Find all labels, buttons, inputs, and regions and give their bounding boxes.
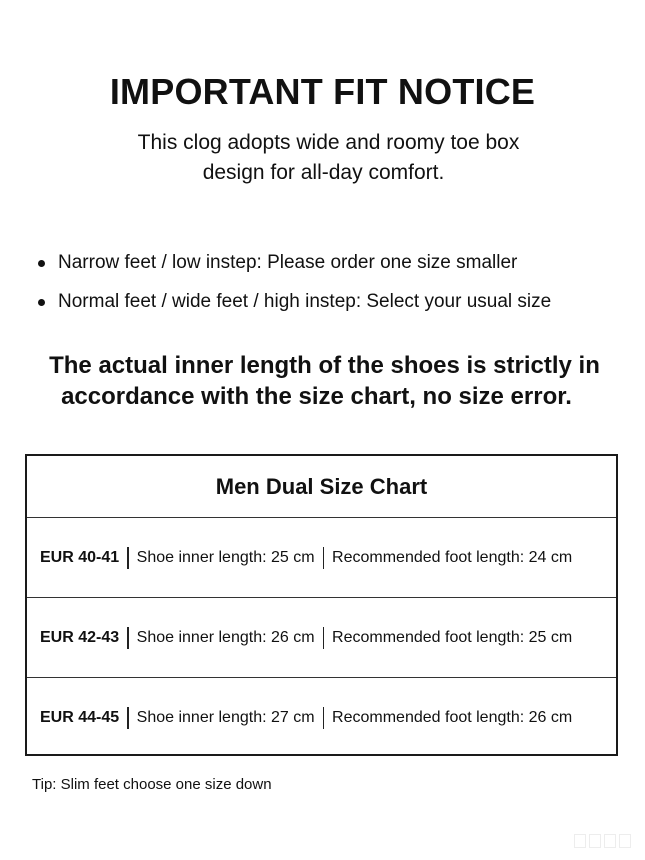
column-separator: [127, 547, 129, 569]
size-chart-row: [27, 598, 616, 678]
size-accuracy-notice: [0, 350, 645, 412]
bullet-dot-icon: [38, 299, 45, 306]
column-separator: [323, 627, 325, 649]
foot-length-cell: Recommended foot length: 24 cm: [332, 548, 573, 566]
eur-size-cell: EUR 42-43: [40, 628, 120, 646]
size-chart-title: Men Dual Size Chart: [27, 456, 616, 518]
subtitle-line-2: design for all-day comfort.: [202, 161, 445, 184]
watermark-logo: [574, 834, 631, 848]
column-separator: [323, 707, 325, 729]
eur-size-cell: EUR 44-45: [40, 709, 120, 726]
column-separator: [323, 547, 325, 569]
bullet-dot-icon: [38, 260, 45, 267]
inner-length-cell: Shoe inner length: 25 cm: [136, 548, 315, 566]
inner-length-cell: Shoe inner length: 26 cm: [136, 628, 315, 646]
column-separator: [127, 627, 129, 649]
size-chart-row: [27, 678, 616, 758]
notice-title: IMPORTANT FIT NOTICE: [109, 71, 536, 112]
foot-length-cell: Recommended foot length: 26 cm: [332, 709, 573, 726]
inner-length-cell: Shoe inner length: 27 cm: [136, 709, 315, 726]
foot-length-cell: Recommended foot length: 25 cm: [332, 628, 573, 646]
tip-text: Tip: Slim feet choose one size down: [32, 776, 272, 793]
size-chart-table: [25, 454, 618, 756]
notice-line-1: The actual inner length of the shoes is strictly in: [49, 352, 600, 379]
notice-line-2: accordance with the size chart, no size error.: [61, 383, 572, 410]
fit-advice-text: Narrow feet / low instep: Please order one size smaller: [58, 252, 518, 273]
column-separator: [127, 707, 129, 729]
fit-advice-text: Normal feet / wide feet / high instep: Select your usual size: [58, 291, 552, 312]
fit-advice-item: [36, 250, 551, 276]
fit-advice-item: [36, 289, 551, 315]
subtitle: [0, 128, 645, 188]
size-chart-row: [27, 518, 616, 598]
subtitle-line-1: This clog adopts wide and roomy toe box: [137, 131, 520, 154]
fit-advice-list: [36, 250, 551, 328]
eur-size-cell: EUR 40-41: [40, 548, 120, 566]
